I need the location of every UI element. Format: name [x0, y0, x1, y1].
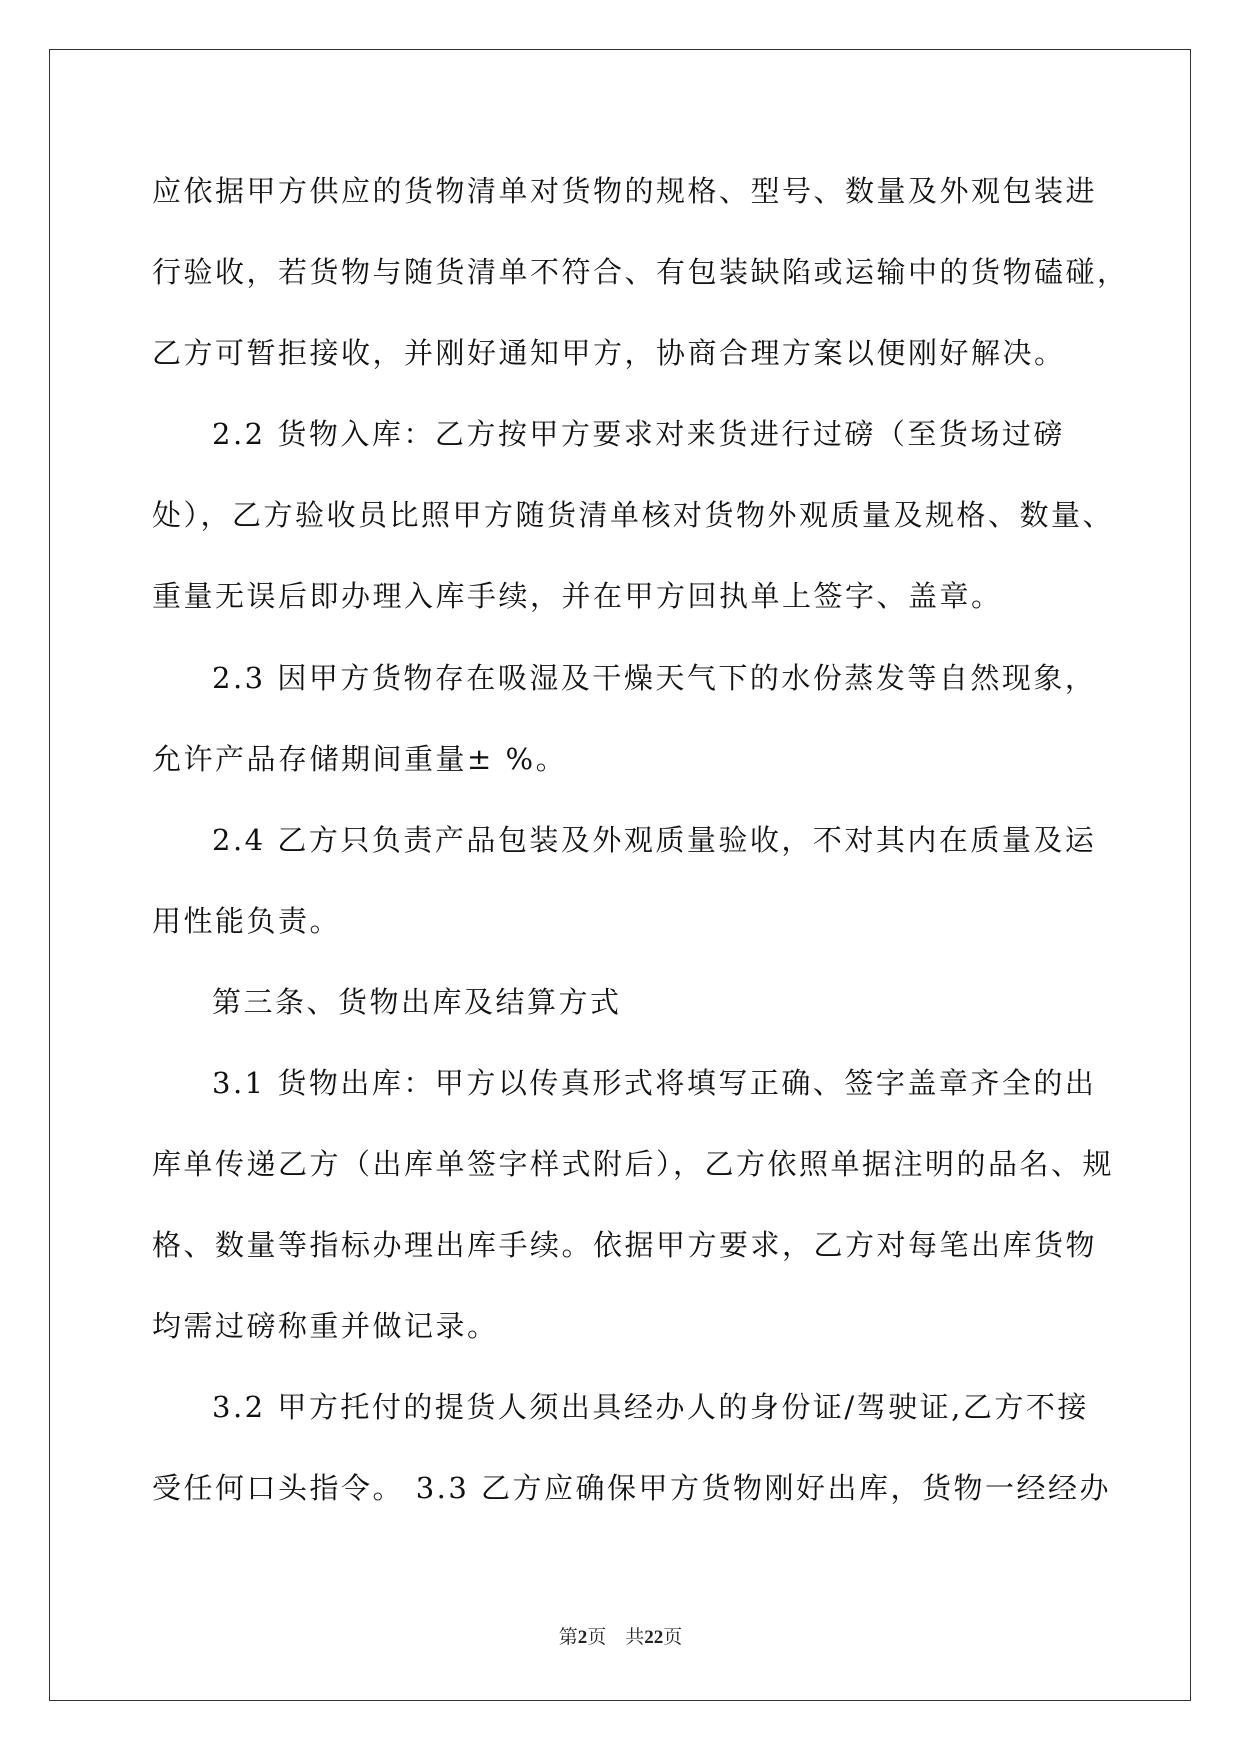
- text-line: 应依据甲方供应的货物清单对货物的规格、型号、数量及外观包装进: [152, 174, 1098, 208]
- text-line: 格、数量等指标办理出库手续。依据甲方要求，乙方对每笔出库货物: [152, 1228, 1098, 1262]
- text-line: 3.2 甲方托付的提货人须出具经办人的身份证/驾驶证,乙方不接: [212, 1390, 1089, 1424]
- text-line: 乙方可暂拒接收，并刚好通知甲方，协商合理方案以便刚好解决。: [152, 336, 1066, 370]
- text-line: 处），乙方验收员比照甲方随货清单核对货物外观质量及规格、数量、: [152, 498, 1115, 532]
- current-page-number: 2: [577, 1627, 588, 1648]
- text-line: 允许产品存储期间重量± %。: [152, 742, 568, 776]
- text-line: 库单传递乙方（出库单签字样式附后），乙方依照单据注明的品名、规: [152, 1147, 1115, 1181]
- text-line: 均需过磅称重并做记录。: [152, 1309, 499, 1343]
- text-line: 受任何口头指令。 3.3 乙方应确保甲方货物刚好出库，货物一经经办: [152, 1471, 1112, 1505]
- text-line: 2.3 因甲方货物存在吸湿及干燥天气下的水份蒸发等自然现象，: [212, 661, 1097, 695]
- footer-suffix: 页: [663, 1627, 683, 1648]
- page-footer: [0, 1626, 1241, 1650]
- footer-prefix: 第: [558, 1627, 578, 1648]
- section-heading: 第三条、货物出库及结算方式: [212, 985, 622, 1019]
- text-line: 2.4 乙方只负责产品包装及外观质量验收，不对其内在质量及运: [212, 823, 1097, 857]
- footer-middle: 页 共: [587, 1627, 645, 1648]
- text-line: 用性能负责。: [152, 904, 342, 938]
- text-line: 3.1 货物出库：甲方以传真形式将填写正确、签字盖章齐全的出: [212, 1066, 1097, 1100]
- text-line: 重量无误后即办理入库手续，并在甲方回执单上签字、盖章。: [152, 579, 1003, 613]
- text-line: 2.2 货物入库：乙方按甲方要求对来货进行过磅（至货场过磅: [212, 417, 1065, 451]
- text-line: 行验收，若货物与随货清单不符合、有包装缺陷或运输中的货物磕碰，: [152, 255, 1129, 289]
- total-pages-number: 22: [644, 1627, 664, 1648]
- page-border: [49, 49, 1191, 1701]
